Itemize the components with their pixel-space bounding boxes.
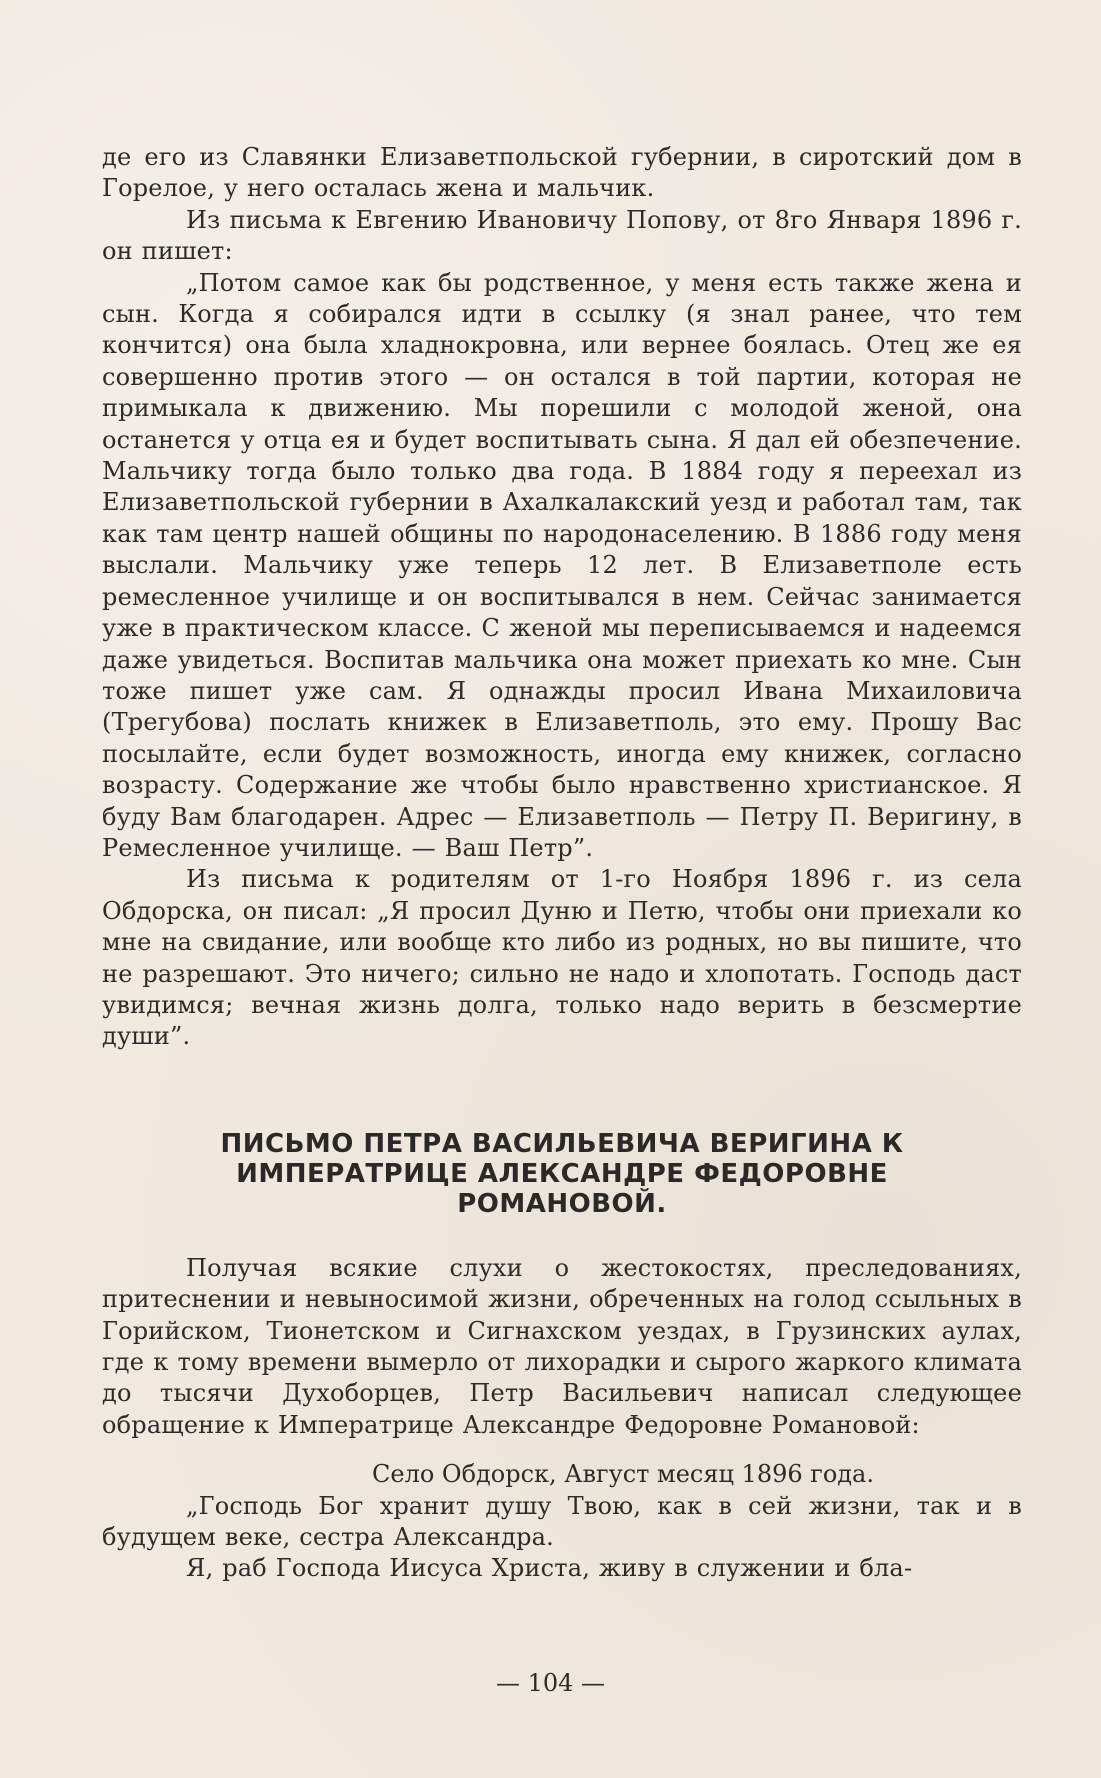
letter-paragraph: „Господь Бог хранит душу Твою, как в сей жизни, так и в будущем веке, сестра Александра. (102, 1491, 1022, 1552)
section-title-line-2: ИМПЕРАТРИЦЕ АЛЕКСАНДРЕ ФЕДОРОВНЕ (236, 1158, 888, 1189)
section-title-line-1: ПИСЬМО ПЕТРА ВАСИЛЬЕВИЧА ВЕРИГИНА К (220, 1128, 904, 1159)
page-content (102, 142, 1022, 1585)
paragraph-letter-intro: Из письма к Евгению Ивановичу Попову, от 8го Января 1896 г. он пишет: (102, 205, 1022, 266)
paragraph-continuation: де его из Славянки Елизаветпольской губернии, в сиротский дом в Горелое, у него осталась жена и мальчик. (102, 143, 1022, 203)
section-title-line-3: РОМАНОВОЙ. (457, 1188, 667, 1219)
letter-dateline: Село Обдорск, Август месяц 1896 года. (372, 1460, 874, 1489)
paragraph-parents-letter: Из письма к родителям от 1-го Ноября 1896 г. из села Обдорска, он писал: „Я просил Дуню и Петю, чтобы они приехали ко мне на свидание, или вообще кто либо из родных, но вы пишите, что не разрешают. Это ничего; сильно не надо и хлопотать. Господь даст увидимся; вечная жизнь долга, только надо верить в безсмертие души”. (102, 865, 1022, 1051)
letter-paragraph: Я, раб Господа Иисуса Христа, живу в служении и бла- (186, 1554, 913, 1583)
paragraph-letter-quote: „Потом самое как бы родственное, у меня есть также жена и сын. Когда я собирался идти в ссылку (я знал ранее, что тем кончится) она была хладнокровна, или вернее боялась. Отец же ея совершенно против этого — он остался в той партии, которая не примыкала к движению. Мы порешили с молодой женой, она останется у отца ея и будет воспитывать сына. Я дал ей обезпечение. Мальчику тогда было только два года. В 1884 году я переехал из Елизаветпольской губернии в Ахалкалакский уезд и работал там, так как там центр нашей общины по народонаселению. В 1886 году меня выслали. Мальчику уже теперь 12 лет. В Елизаветполе есть ремесленное училище и он воспитывался в нем. Сейчас занимается уже в практическом классе. С женой мы переписываемся и надеемся даже увидеться. Воспитав мальчика она может приехать ко мне. Сын тоже пишет уже сам. Я однажды просил Ивана Михаиловича (Трегубова) послать книжек в Елизаветполь, это ему. Прошу Вас посылайте, если будет возможность, иногда ему книжек, согласно возрасту. Содержание же чтобы было нравственно христианское. Я буду Вам благодарен. Адрес — Елизаветполь — Петру П. Веригину, в Ремесленное училище. — Ваш Петр”. (102, 268, 1022, 862)
section-title (102, 1129, 1022, 1219)
section-intro-paragraph: Получая всякие слухи о жестокостях, преследованиях, притеснении и невыносимой жизни, обреченных на голод ссыльных в Горийском, Тионетском и Сигнахском уездах, в Грузинских аулах, где к тому времени вымерло от лихорадки и сырого жаркого климата до тысячи Духоборцев, Петр Васильевич написал следующее обращение к Императрице Александре Федоровне Романовой: (102, 1253, 1022, 1439)
page-number: — 104 — (495, 1669, 606, 1697)
